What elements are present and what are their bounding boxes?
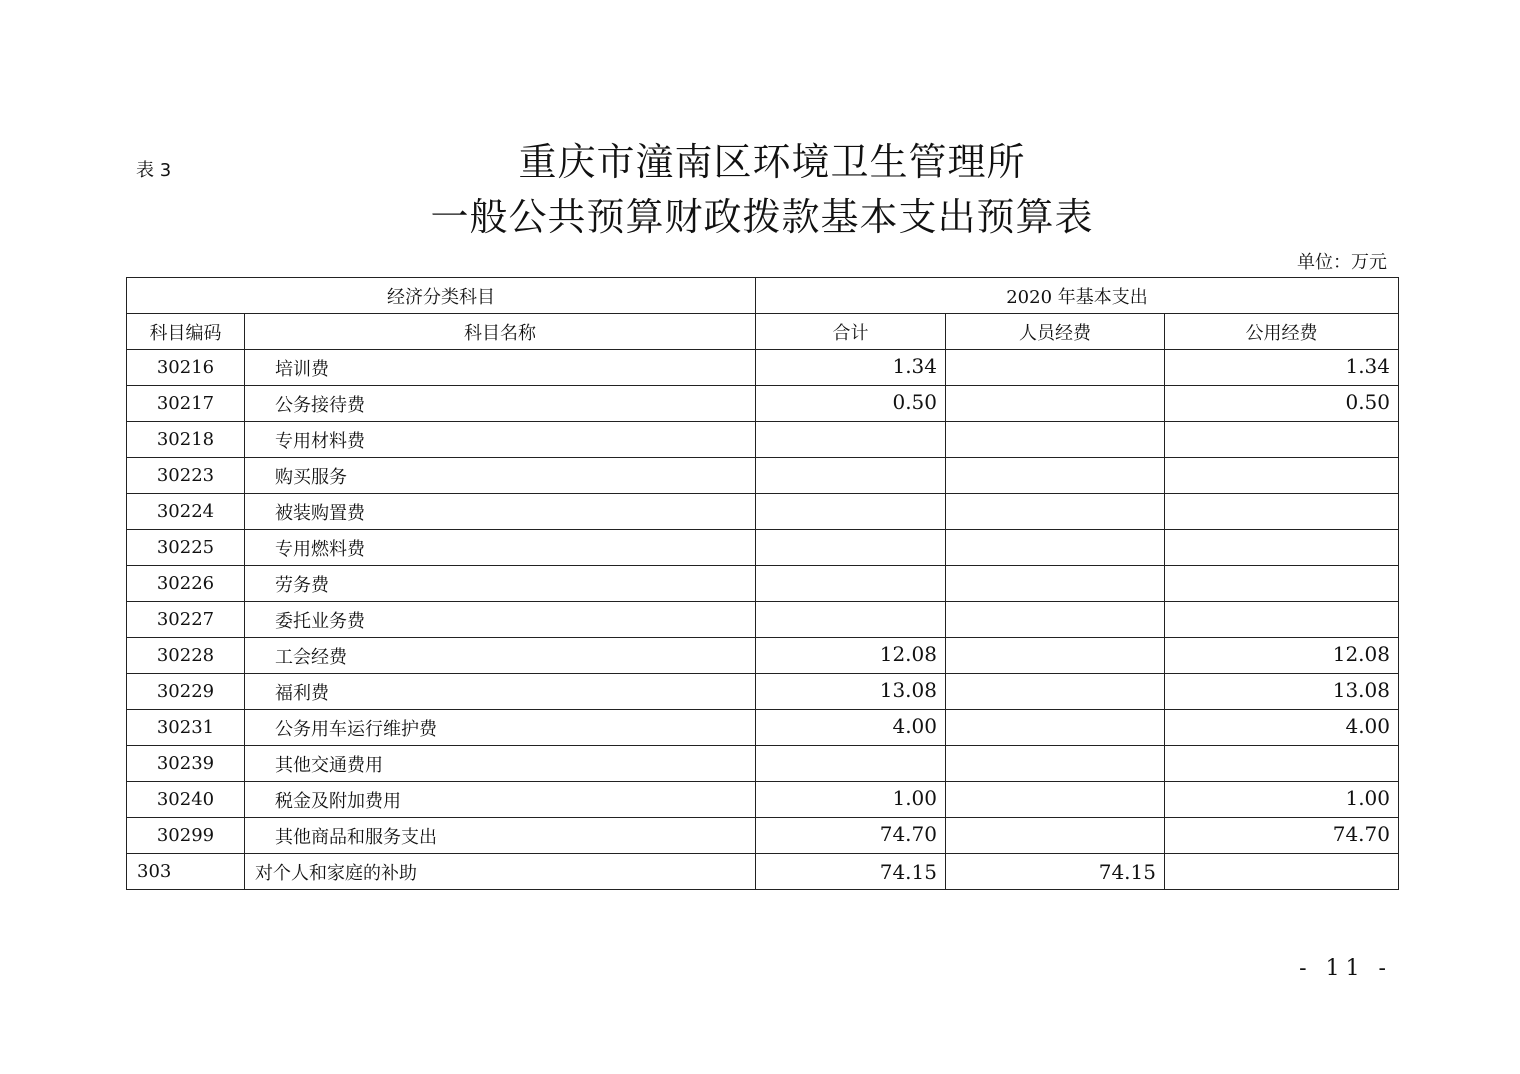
- table-row: [127, 818, 1399, 854]
- row-name: 对个人和家庭的补助: [245, 854, 756, 890]
- header-public: 公用经费: [1165, 314, 1399, 350]
- table-label: 表 3: [136, 160, 172, 181]
- header-personnel: 人员经费: [946, 314, 1165, 350]
- row-code: 30299: [127, 818, 245, 854]
- row-personnel: [946, 566, 1165, 602]
- row-name: 劳务费: [245, 566, 756, 602]
- row-name: 购买服务: [245, 458, 756, 494]
- row-total: [756, 602, 946, 638]
- row-total: 13.08: [756, 674, 946, 710]
- header-code: 科目编码: [127, 314, 245, 350]
- row-public: 1.34: [1165, 350, 1399, 386]
- row-public: [1165, 422, 1399, 458]
- table-row: [127, 710, 1399, 746]
- row-code: 303: [127, 854, 245, 890]
- document-title-line-1: 重庆市潼南区环境卫生管理所: [518, 140, 1026, 184]
- table-row: [127, 350, 1399, 386]
- table-row: [127, 422, 1399, 458]
- row-personnel: [946, 458, 1165, 494]
- row-code: 30226: [127, 566, 245, 602]
- table-row: [127, 386, 1399, 422]
- row-name: 其他商品和服务支出: [245, 818, 756, 854]
- row-public: 13.08: [1165, 674, 1399, 710]
- row-total: 1.34: [756, 350, 946, 386]
- row-personnel: [946, 530, 1165, 566]
- header-economic-classification: 经济分类科目: [127, 278, 756, 314]
- header-basic-expenditure-2020: 2020 年基本支出: [756, 278, 1399, 314]
- row-total: 4.00: [756, 710, 946, 746]
- row-public: 4.00: [1165, 710, 1399, 746]
- row-code: 30223: [127, 458, 245, 494]
- row-public: [1165, 854, 1399, 890]
- row-name: 培训费: [245, 350, 756, 386]
- table-row: [127, 674, 1399, 710]
- row-name: 公务用车运行维护费: [245, 710, 756, 746]
- table-row: [127, 782, 1399, 818]
- row-total: [756, 458, 946, 494]
- row-total: [756, 566, 946, 602]
- table-row: [127, 602, 1399, 638]
- row-name: 其他交通费用: [245, 746, 756, 782]
- table-row: [127, 530, 1399, 566]
- row-personnel: [946, 350, 1165, 386]
- row-code: 30224: [127, 494, 245, 530]
- row-name: 委托业务费: [245, 602, 756, 638]
- row-total: [756, 494, 946, 530]
- row-public: 0.50: [1165, 386, 1399, 422]
- table-row: [127, 494, 1399, 530]
- row-personnel: [946, 494, 1165, 530]
- row-personnel: 74.15: [946, 854, 1165, 890]
- row-code: 30217: [127, 386, 245, 422]
- row-code: 30239: [127, 746, 245, 782]
- header-total: 合计: [756, 314, 946, 350]
- row-public: [1165, 494, 1399, 530]
- row-name: 专用材料费: [245, 422, 756, 458]
- row-code: 30231: [127, 710, 245, 746]
- header-row-columns: [127, 314, 1399, 350]
- row-code: 30218: [127, 422, 245, 458]
- row-name: 税金及附加费用: [245, 782, 756, 818]
- row-personnel: [946, 818, 1165, 854]
- table-row: [127, 458, 1399, 494]
- row-total: 0.50: [756, 386, 946, 422]
- table-row: [127, 638, 1399, 674]
- row-personnel: [946, 386, 1165, 422]
- header-name: 科目名称: [245, 314, 756, 350]
- row-public: [1165, 458, 1399, 494]
- row-total: 74.70: [756, 818, 946, 854]
- row-name: 公务接待费: [245, 386, 756, 422]
- row-name: 被装购置费: [245, 494, 756, 530]
- row-code: 30240: [127, 782, 245, 818]
- row-code: 30229: [127, 674, 245, 710]
- row-total: [756, 746, 946, 782]
- row-total: 12.08: [756, 638, 946, 674]
- row-personnel: [946, 422, 1165, 458]
- row-public: [1165, 602, 1399, 638]
- row-personnel: [946, 602, 1165, 638]
- row-total: [756, 530, 946, 566]
- row-code: 30227: [127, 602, 245, 638]
- unit-label: 单位：万元: [1297, 252, 1387, 273]
- row-public: [1165, 566, 1399, 602]
- row-personnel: [946, 746, 1165, 782]
- table-row: [127, 566, 1399, 602]
- row-total: 1.00: [756, 782, 946, 818]
- row-public: [1165, 746, 1399, 782]
- row-public: 74.70: [1165, 818, 1399, 854]
- page-number: - 11 -: [1299, 956, 1392, 981]
- table-row-category: [127, 854, 1399, 890]
- row-name: 专用燃料费: [245, 530, 756, 566]
- header-row-group: [127, 278, 1399, 314]
- budget-table: [126, 277, 1399, 890]
- row-code: 30228: [127, 638, 245, 674]
- row-personnel: [946, 638, 1165, 674]
- row-public: 1.00: [1165, 782, 1399, 818]
- row-total: 74.15: [756, 854, 946, 890]
- table-row: [127, 746, 1399, 782]
- row-code: 30225: [127, 530, 245, 566]
- row-personnel: [946, 674, 1165, 710]
- row-public: [1165, 530, 1399, 566]
- row-public: 12.08: [1165, 638, 1399, 674]
- row-name: 工会经费: [245, 638, 756, 674]
- document-title-line-2: 一般公共预算财政拨款基本支出预算表: [430, 195, 1094, 239]
- row-code: 30216: [127, 350, 245, 386]
- row-personnel: [946, 782, 1165, 818]
- row-total: [756, 422, 946, 458]
- row-name: 福利费: [245, 674, 756, 710]
- row-personnel: [946, 710, 1165, 746]
